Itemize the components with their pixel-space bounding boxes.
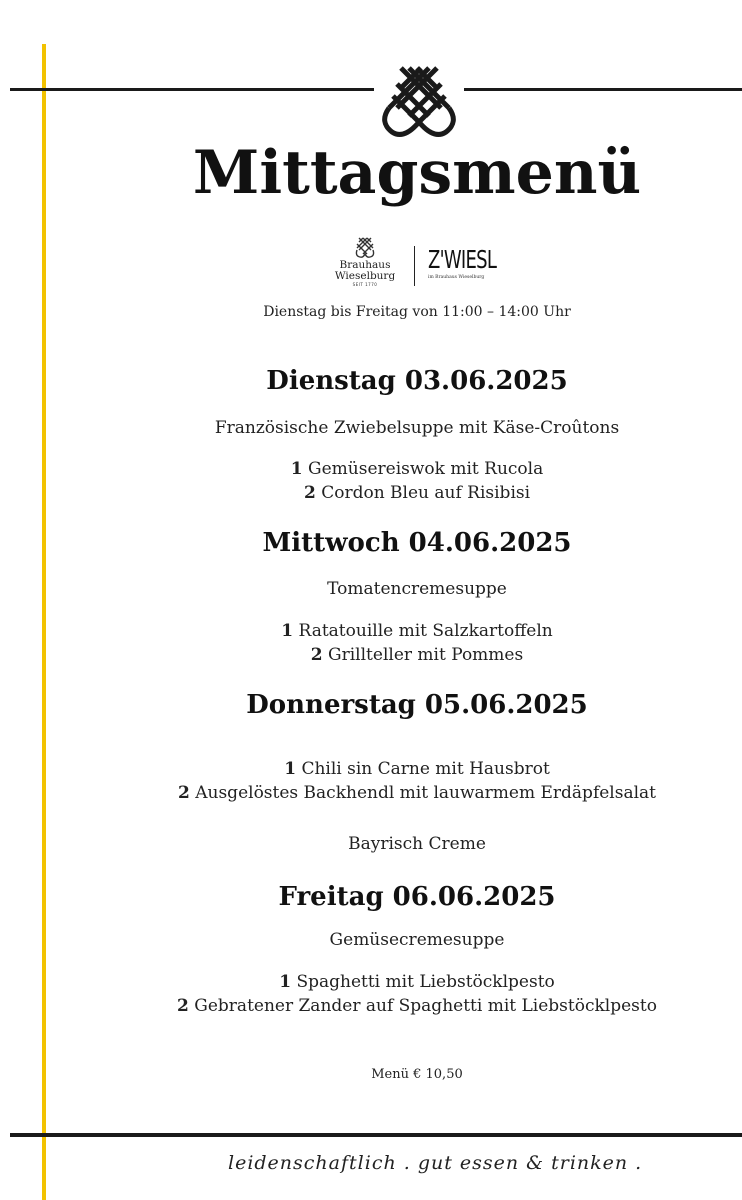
dessert-donnerstag: Bayrisch Creme	[348, 834, 486, 854]
main-dish-2-mittwoch: 2 Grillteller mit Pommes	[310, 645, 524, 665]
bottom-rule	[10, 1133, 742, 1137]
day-heading-freitag: Freitag 06.06.2025	[278, 882, 556, 912]
main-dish-1-dienstag: 1 Gemüsereiswok mit Rucola	[290, 459, 544, 479]
brauhaus-name-line1: Brauhaus	[339, 259, 391, 271]
brauhaus-sub: SEIT 1770	[352, 282, 378, 287]
day-heading-dienstag: Dienstag 03.06.2025	[266, 366, 568, 396]
zwiesl-sub: im Brauhaus Wieselburg	[428, 275, 485, 280]
main-dish-1-donnerstag: 1 Chili sin Carne mit Hausbrot	[284, 759, 550, 779]
soup-mittwoch: Tomatencremesuppe	[327, 579, 507, 599]
main-dish-2-dienstag: 2 Cordon Bleu auf Risibisi	[303, 483, 531, 503]
menu-price: Menü € 10,50	[371, 1067, 463, 1082]
main-dish-2-donnerstag: 2 Ausgelöstes Backhendl mit lauwarmem Erdäpfelsalat	[177, 783, 656, 803]
brauhaus-wieselburg-logo	[332, 236, 398, 287]
day-heading-donnerstag: Donnerstag 05.06.2025	[246, 690, 588, 720]
day-heading-mittwoch: Mittwoch 04.06.2025	[262, 528, 572, 558]
zwiesl-name: Z'WIESL	[428, 245, 497, 274]
brauhaus-name-line2: Wieselburg	[334, 270, 396, 282]
brand-separator	[414, 246, 415, 286]
main-dish-2-freitag: 2 Gebratener Zander auf Spaghetti mit Liebstöcklpesto	[177, 996, 657, 1016]
soup-freitag: Gemüsecremesuppe	[329, 930, 505, 950]
main-dish-1-mittwoch: 1 Ratatouille mit Salzkartoffeln	[281, 621, 553, 641]
soup-dienstag: Französische Zwiebelsuppe mit Käse-Croûtons	[214, 418, 620, 438]
yellow-vertical-line	[42, 44, 46, 1200]
slogan-signature	[228, 1152, 643, 1182]
page-title: Mittagsmenü	[192, 138, 642, 208]
opening-hours: Dienstag bis Freitag von 11:00 – 14:00 Uhr	[263, 304, 571, 320]
brand-logos	[0, 236, 742, 296]
main-dish-1-freitag: 1 Spaghetti mit Liebstöcklpesto	[279, 972, 555, 992]
zwiesl-logo	[428, 246, 523, 280]
slogan-text: leidenschaftlich . gut essen & trinken .	[228, 1152, 643, 1174]
pretzel-logo-icon	[374, 60, 464, 140]
brauhaus-mark-icon	[353, 236, 377, 260]
